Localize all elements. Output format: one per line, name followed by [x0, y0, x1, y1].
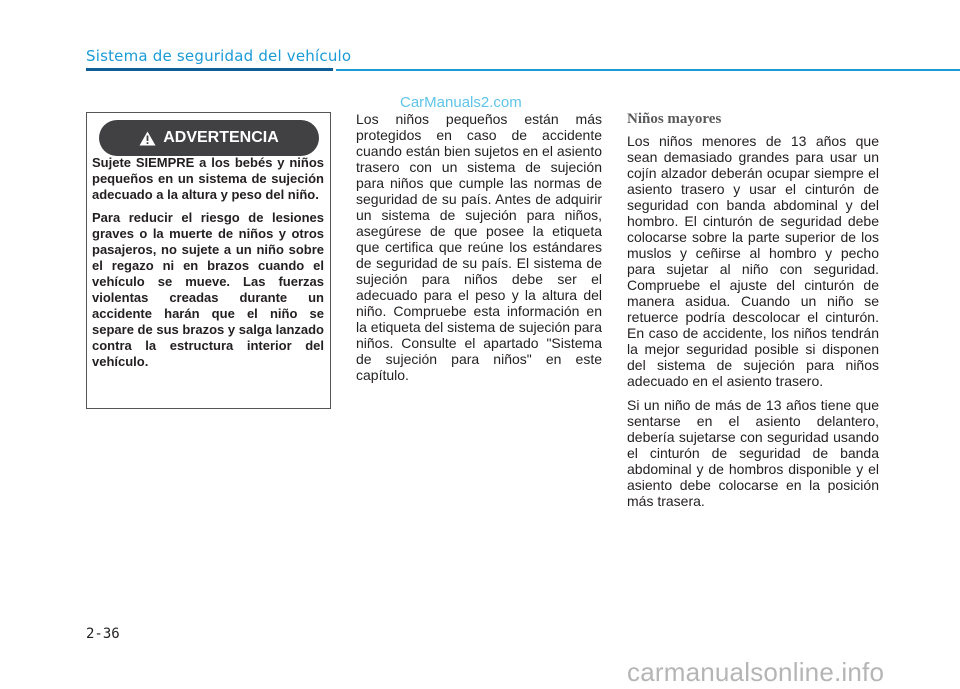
warning-box	[86, 112, 331, 409]
warning-paragraph: Sujete SIEMPRE a los bebés y niños pequeños en un sistema de sujeción adecuado a la altura y peso del niño.	[92, 155, 324, 202]
warning-paragraph: Para reducir el riesgo de lesiones graves o la muerte de niños y otros pasajeros, no sujete a un niño sobre el regazo ni en brazos cuando el vehículo se mueve. Las fuerzas violentas creadas durante un accidente harán que el niño se separe de sus brazos y salga lanzado contra la estructura interior del vehículo.	[92, 210, 324, 369]
page-number: 2-36	[86, 626, 120, 642]
middle-column-text: Los niños pequeños están más protegidos en caso de accidente cuando están bien sujetos en el asiento trasero con un sistema de sujeción para niños que cumple las normas de seguridad de su país. Antes de adquirir un sistema de sujeción para niños, asegúrese de que posee la etiqueta que certifica que reúne los estándares de seguridad de su país. El sistema de sujeción para niños debe ser el adecuado para el peso y la altura del niño. Compruebe esta información en la etiqueta del sistema de sujeción para niños. Consulte el apartado "Sistema de sujeción para niños" en este capítulo.	[356, 111, 602, 383]
body-paragraph: Los niños menores de 13 años que sean demasiado grandes para usar un cojín alzador deberán ocupar siempre el asiento trasero y usar el cinturón de seguridad con banda abdominal y del hombro. El cinturón de seguridad debe colocarse sobre la parte superior de los muslos y ceñirse al hombro y pecho para sujetar al niño con seguridad. Compruebe el ajuste del cinturón de manera asidua. Cuando un niño se retuerce podría descolocar el cinturón. En caso de accidente, los niños tendrán la mejor seguridad posible si disponen del sistema de sujeción para niños adecuado en el asiento trasero.	[627, 133, 879, 389]
warning-triangle-icon	[139, 131, 156, 146]
watermark-top: CarManuals2.com	[400, 94, 522, 111]
warning-title: ADVERTENCIA	[163, 129, 279, 146]
header-rule-light	[336, 69, 960, 71]
warning-header	[99, 120, 319, 156]
watermark-bottom: carmanualsonline.info	[627, 657, 885, 687]
section-title: Sistema de seguridad del vehículo	[86, 47, 352, 65]
warning-body	[92, 155, 324, 377]
right-column	[627, 111, 879, 517]
section-heading: Niños mayores	[627, 111, 722, 127]
body-paragraph: Si un niño de más de 13 años tiene que sentarse en el asiento delantero, debería sujetarse con seguridad usando el cinturón de seguridad de banda abdominal y de hombros disponible y el asiento debe colocarse en la posición más trasera.	[627, 397, 879, 509]
header-rule-dark	[86, 68, 333, 71]
